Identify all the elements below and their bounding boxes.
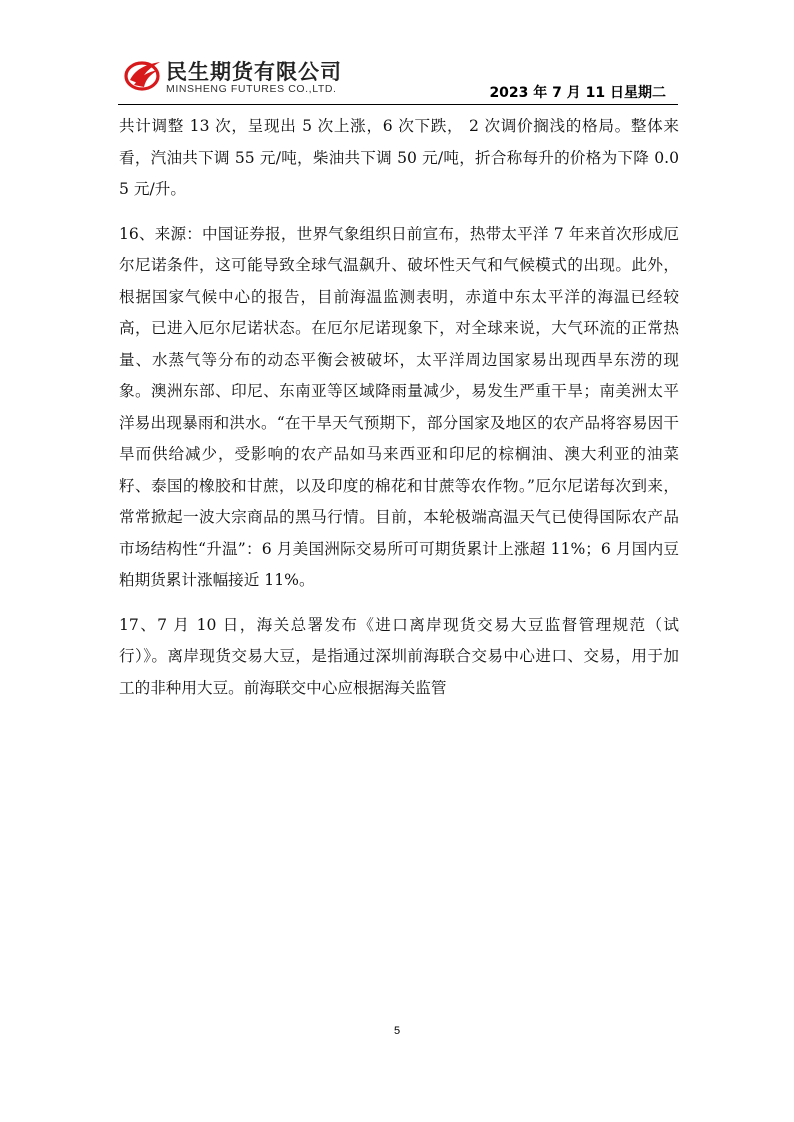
header-date: 2023 年 7 月 11 日星期二 — [489, 85, 666, 101]
paragraph-el-nino-news: 16、来源：中国证券报，世界气象组织日前宣布，热带太平洋 7 年来首次形成厄尔尼诺条件，这可能导致全球气温飙升、破坏性天气和气候模式的出现。此外，根据国家气候中心的报告，目前海温监测表明，赤道中东太平洋的海温已经较高，已进入厄尔尼诺状态。在厄尔尼诺现象下，对全球来说，大气环流的正常热量、水蒸气等分布的动态平衡会被破坏，太平洋周边国家易出现西旱东涝的现象。澳洲东部、印尼、东南亚等区域降雨量减少，易发生严重干旱；南美洲太平洋易出现暴雨和洪水。“在干旱天气预期下，部分国家及地区的农产品将容易因干旱而供给减少，受影响的农产品如马来西亚和印尼的棕榈油、澳大利亚的油菜籽、泰国的橡胶和甘蔗，以及印度的棉花和甘蔗等农作物。”厄尔尼诺每次到来，常常掀起一波大宗商品的黑马行情。目前，本轮极端高温天气已使得国际农产品市场结构性“升温”：6 月美国洲际交易所可可期货累计上涨超 11%；6 月国内豆粕期货累计涨幅接近 11%。 — [119, 224, 679, 589]
page-number: 5 — [393, 1025, 401, 1037]
paragraph-fuel-price-adjustment: 共计调整 13 次，呈现出 5 次上涨，6 次下跌， 2 次调价搁浅的格局。整体来看，汽油共下调 55 元/吨，柴油共下调 50 元/吨，折合称每升的价格为下降 0.05 元/升。 — [119, 117, 679, 198]
logo-english-name: MINSHENG FUTURES CO.,LTD. — [166, 83, 337, 95]
document-body — [119, 111, 679, 717]
header-divider — [118, 104, 678, 105]
logo-chinese-name: 民生期货有限公司 — [166, 60, 342, 84]
company-logo — [124, 56, 364, 100]
minsheng-swoosh-logo-icon — [124, 58, 162, 92]
page-header — [0, 0, 794, 110]
paragraph-customs-soybean-regulation: 17、7 月 10 日，海关总署发布《进口离岸现货交易大豆监督管理规范（试行）》。离岸现货交易大豆，是指通过深圳前海联合交易中心进口、交易，用于加工的非种用大豆。前海联交中心应根据海关监管 — [119, 615, 679, 697]
